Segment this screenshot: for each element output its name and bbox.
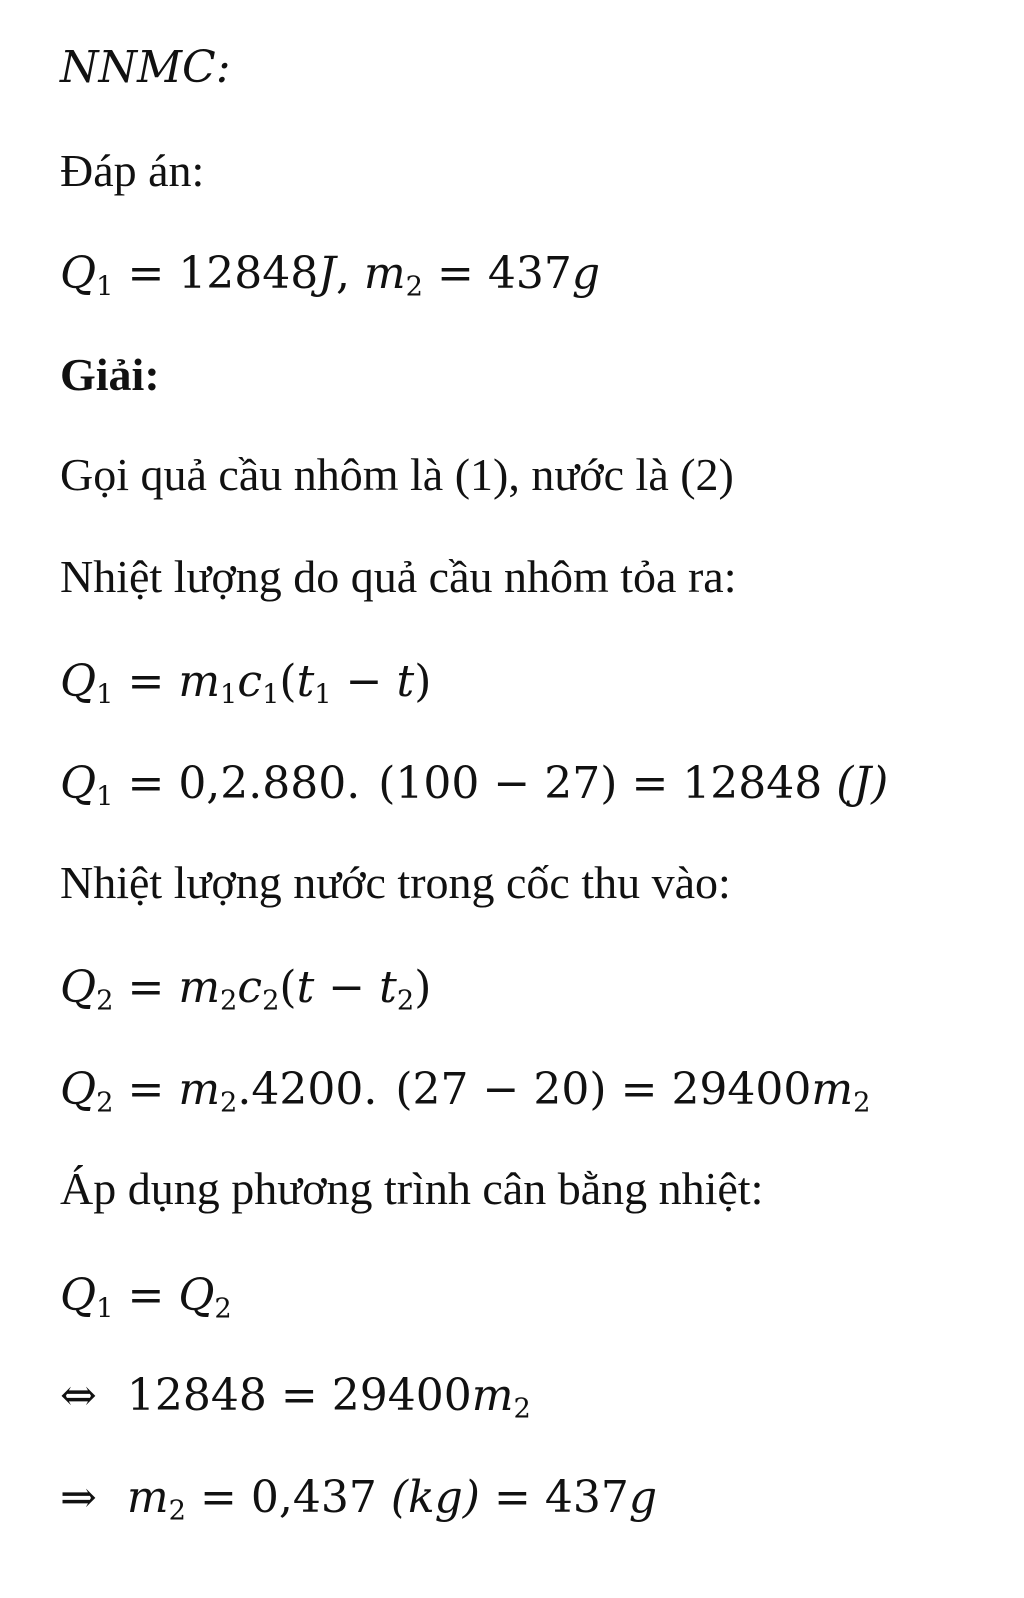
- solution-label: Giải:: [60, 349, 160, 400]
- intro-text: Gọi quả cầu nhôm là (1), nước là (2): [60, 449, 734, 500]
- numeric-q2: $Q_2 = m_2.4200$. $(27 - 20) = 29400m_2$: [60, 1064, 871, 1119]
- equivalence-symbol: ⇔: [60, 1370, 97, 1421]
- heat-released-label: Nhiệt lượng do quả cầu nhôm tỏa ra:: [60, 551, 737, 602]
- formula-q2: $Q_2 = m_2c_2(t - t_2)$: [60, 962, 432, 1017]
- answer-label: Đáp án:: [60, 145, 205, 196]
- implies-symbol: ⇒: [60, 1472, 97, 1523]
- numeric-q1: $Q_1 = 0,2.880$. (100 − 27) = 12848 (J): [60, 758, 889, 813]
- balance-label: Áp dụng phương trình cân bằng nhiệt:: [60, 1163, 764, 1214]
- equation-balance: $Q_1 = Q_2$: [60, 1270, 232, 1325]
- formula-q1: $Q_1 = m_1c_1(t_1 - t)$: [60, 656, 432, 711]
- equation-solve: ⇔ $12848 = 29400m_2$: [60, 1370, 531, 1425]
- answer-equation: $Q_1 = 12848J$, $m_2 = 437g$: [60, 248, 601, 303]
- equation-result: ⇒ $m_2 = 0,437$ (kg) = 437g: [60, 1472, 658, 1527]
- heat-absorbed-label: Nhiệt lượng nước trong cốc thu vào:: [60, 857, 731, 908]
- header-nnmc: NNMC:: [60, 42, 231, 93]
